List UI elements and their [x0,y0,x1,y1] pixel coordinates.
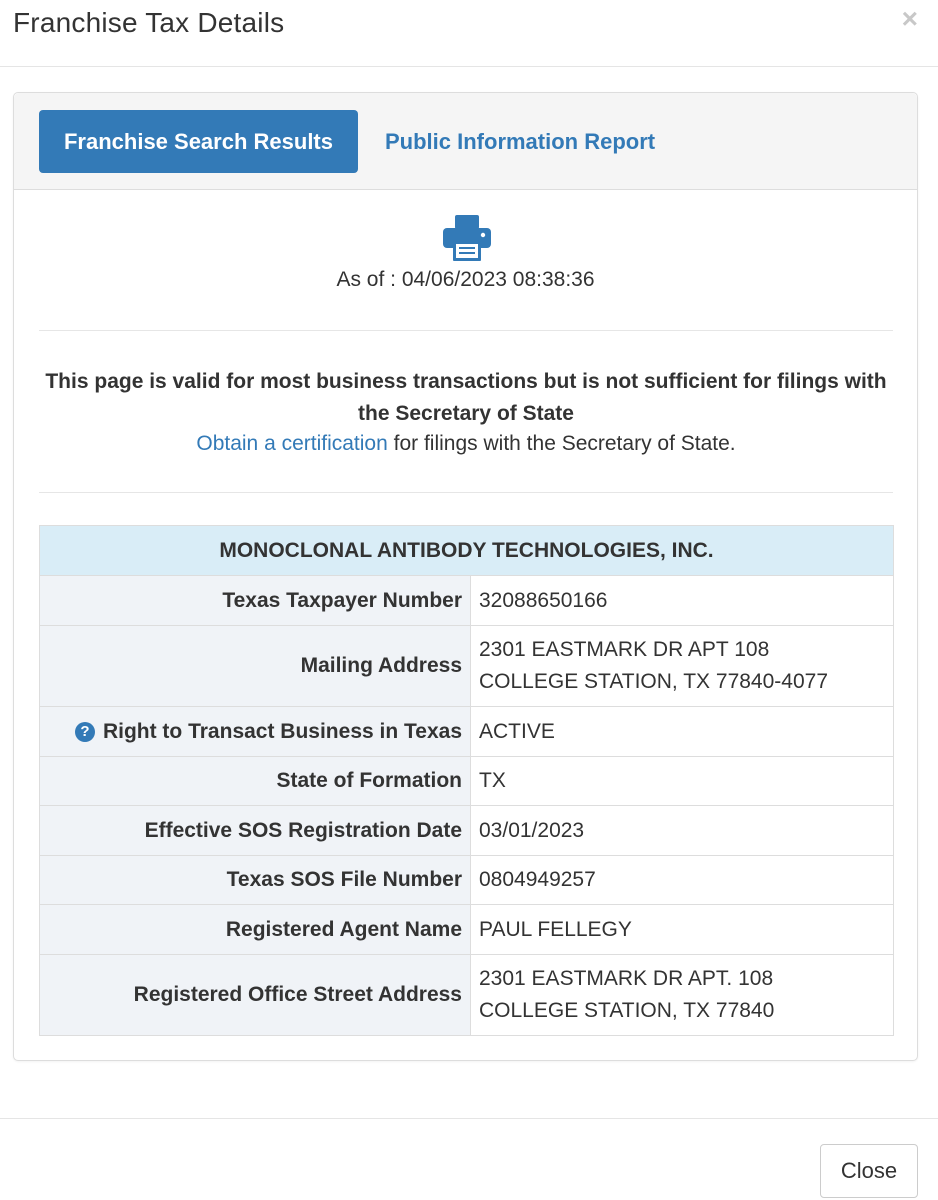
row-value: ACTIVE [471,707,894,757]
row-label: Effective SOS Registration Date [40,806,471,856]
row-label: State of Formation [40,757,471,806]
divider [39,330,893,331]
table-row [40,707,894,757]
table-row [40,806,894,856]
row-value: 0804949257 [471,856,894,905]
certification-text: for filings with the Secretary of State. [387,432,736,455]
address-line: COLLEGE STATION, TX 77840 [479,999,775,1022]
table-row [40,905,894,955]
table-row [40,626,894,707]
row-label: Registered Agent Name [40,905,471,955]
tab-public-information-report[interactable]: Public Information Report [385,129,656,154]
row-label-text: Right to Transact Business in Texas [102,719,462,743]
printer-icon[interactable] [443,215,491,261]
question-icon[interactable]: ? [75,722,95,742]
table-row [40,576,894,626]
address-line: 2301 EASTMARK DR APT. 108 [479,967,774,990]
obtain-certification-link[interactable]: Obtain a certification [196,432,388,455]
tab-franchise-search-results[interactable]: Franchise Search Results [39,110,358,173]
row-value: 32088650166 [471,576,894,626]
modal-header [0,0,938,67]
as-of-timestamp: As of : 04/06/2023 08:38:36 [336,268,595,291]
row-value [471,626,894,707]
validity-notice: This page is valid for most business transactions but is not sufficient for filings with the Secretary of State [45,370,887,425]
row-value: PAUL FELLEGY [471,905,894,955]
row-label: Texas Taxpayer Number [40,576,471,626]
table-row [40,955,894,1036]
franchise-details-table [39,525,894,1036]
row-value [471,955,894,1036]
address-line: COLLEGE STATION, TX 77840-4077 [479,670,828,693]
row-value: 03/01/2023 [471,806,894,856]
certification-line [39,428,893,460]
row-label: Mailing Address [40,626,471,707]
row-label: Registered Office Street Address [40,955,471,1036]
close-icon[interactable]: × [901,3,918,34]
tab-bar [14,93,917,190]
table-row [40,856,894,905]
footer-divider [0,1118,938,1119]
company-name: MONOCLONAL ANTIBODY TECHNOLOGIES, INC. [40,526,894,576]
details-panel [13,92,918,1061]
company-header-row [40,526,894,576]
close-button[interactable]: Close [820,1144,918,1198]
table-row [40,757,894,806]
row-label: Texas SOS File Number [40,856,471,905]
divider [39,492,893,493]
row-label [40,707,471,757]
address-line: 2301 EASTMARK DR APT 108 [479,638,770,661]
row-value: TX [471,757,894,806]
modal-title: Franchise Tax Details [13,7,285,38]
